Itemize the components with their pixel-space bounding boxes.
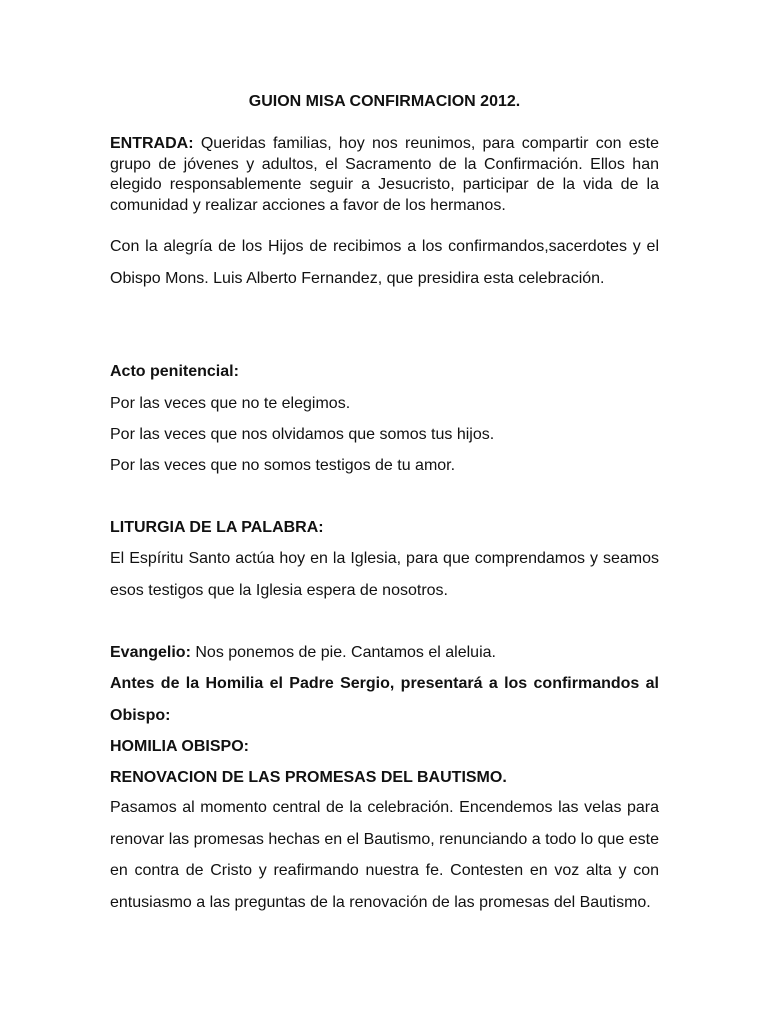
evangelio-paragraph xyxy=(110,643,659,663)
entrada-paragraph-2: Con la alegría de los Hijos de recibimos a los confirmandos,sacerdotes y el Obispo Mons. Luis Alberto Fernandez, que presidira esta celebración. xyxy=(110,238,659,287)
acto-penitencial-line: Por las veces que no te elegimos. xyxy=(110,395,351,412)
entrada-text: Queridas familias, hoy nos reunimos, para compartir con este grupo de jóvenes y adultos, el Sacramento de la Confirmación. Ellos han elegido responsablemente seguir a Jesucristo, participar de la vida de la comunidad y realizar acciones a favor de los hermanos. xyxy=(110,135,660,214)
acto-penitencial-line: Por las veces que no somos testigos de tu amor. xyxy=(110,457,456,474)
homilia-obispo-heading: HOMILIA OBISPO: xyxy=(110,738,249,755)
liturgia-heading: LITURGIA DE LA PALABRA: xyxy=(110,519,324,536)
liturgia-paragraph: El Espíritu Santo actúa hoy en la Iglesia, para que comprendamos y seamos esos testigos que la Iglesia espera de nosotros. xyxy=(110,550,659,599)
entrada-paragraph xyxy=(110,134,659,216)
evangelio-label: Evangelio: xyxy=(110,644,191,661)
evangelio-text: Nos ponemos de pie. Cantamos el aleluia. xyxy=(195,644,496,661)
entrada-label: ENTRADA: xyxy=(110,135,194,152)
homilia-intro: Antes de la Homilia el Padre Sergio, presentará a los confirmandos al Obispo: xyxy=(110,675,659,724)
renovacion-paragraph: Pasamos al momento central de la celebración. Encendemos las velas para renovar las promesas hechas en el Bautismo, renunciando a todo lo que este en contra de Cristo y reafirmando nuestra fe. Contesten en voz alta y con entusiasmo a las preguntas de la renovación de las promesas del Bautismo. xyxy=(110,799,659,911)
document-title: GUION MISA CONFIRMACION 2012. xyxy=(248,93,521,110)
acto-penitencial-line: Por las veces que nos olvidamos que somos tus hijos. xyxy=(110,426,495,443)
renovacion-heading: RENOVACION DE LAS PROMESAS DEL BAUTISMO. xyxy=(110,769,507,786)
acto-penitencial-heading: Acto penitencial: xyxy=(110,363,239,380)
